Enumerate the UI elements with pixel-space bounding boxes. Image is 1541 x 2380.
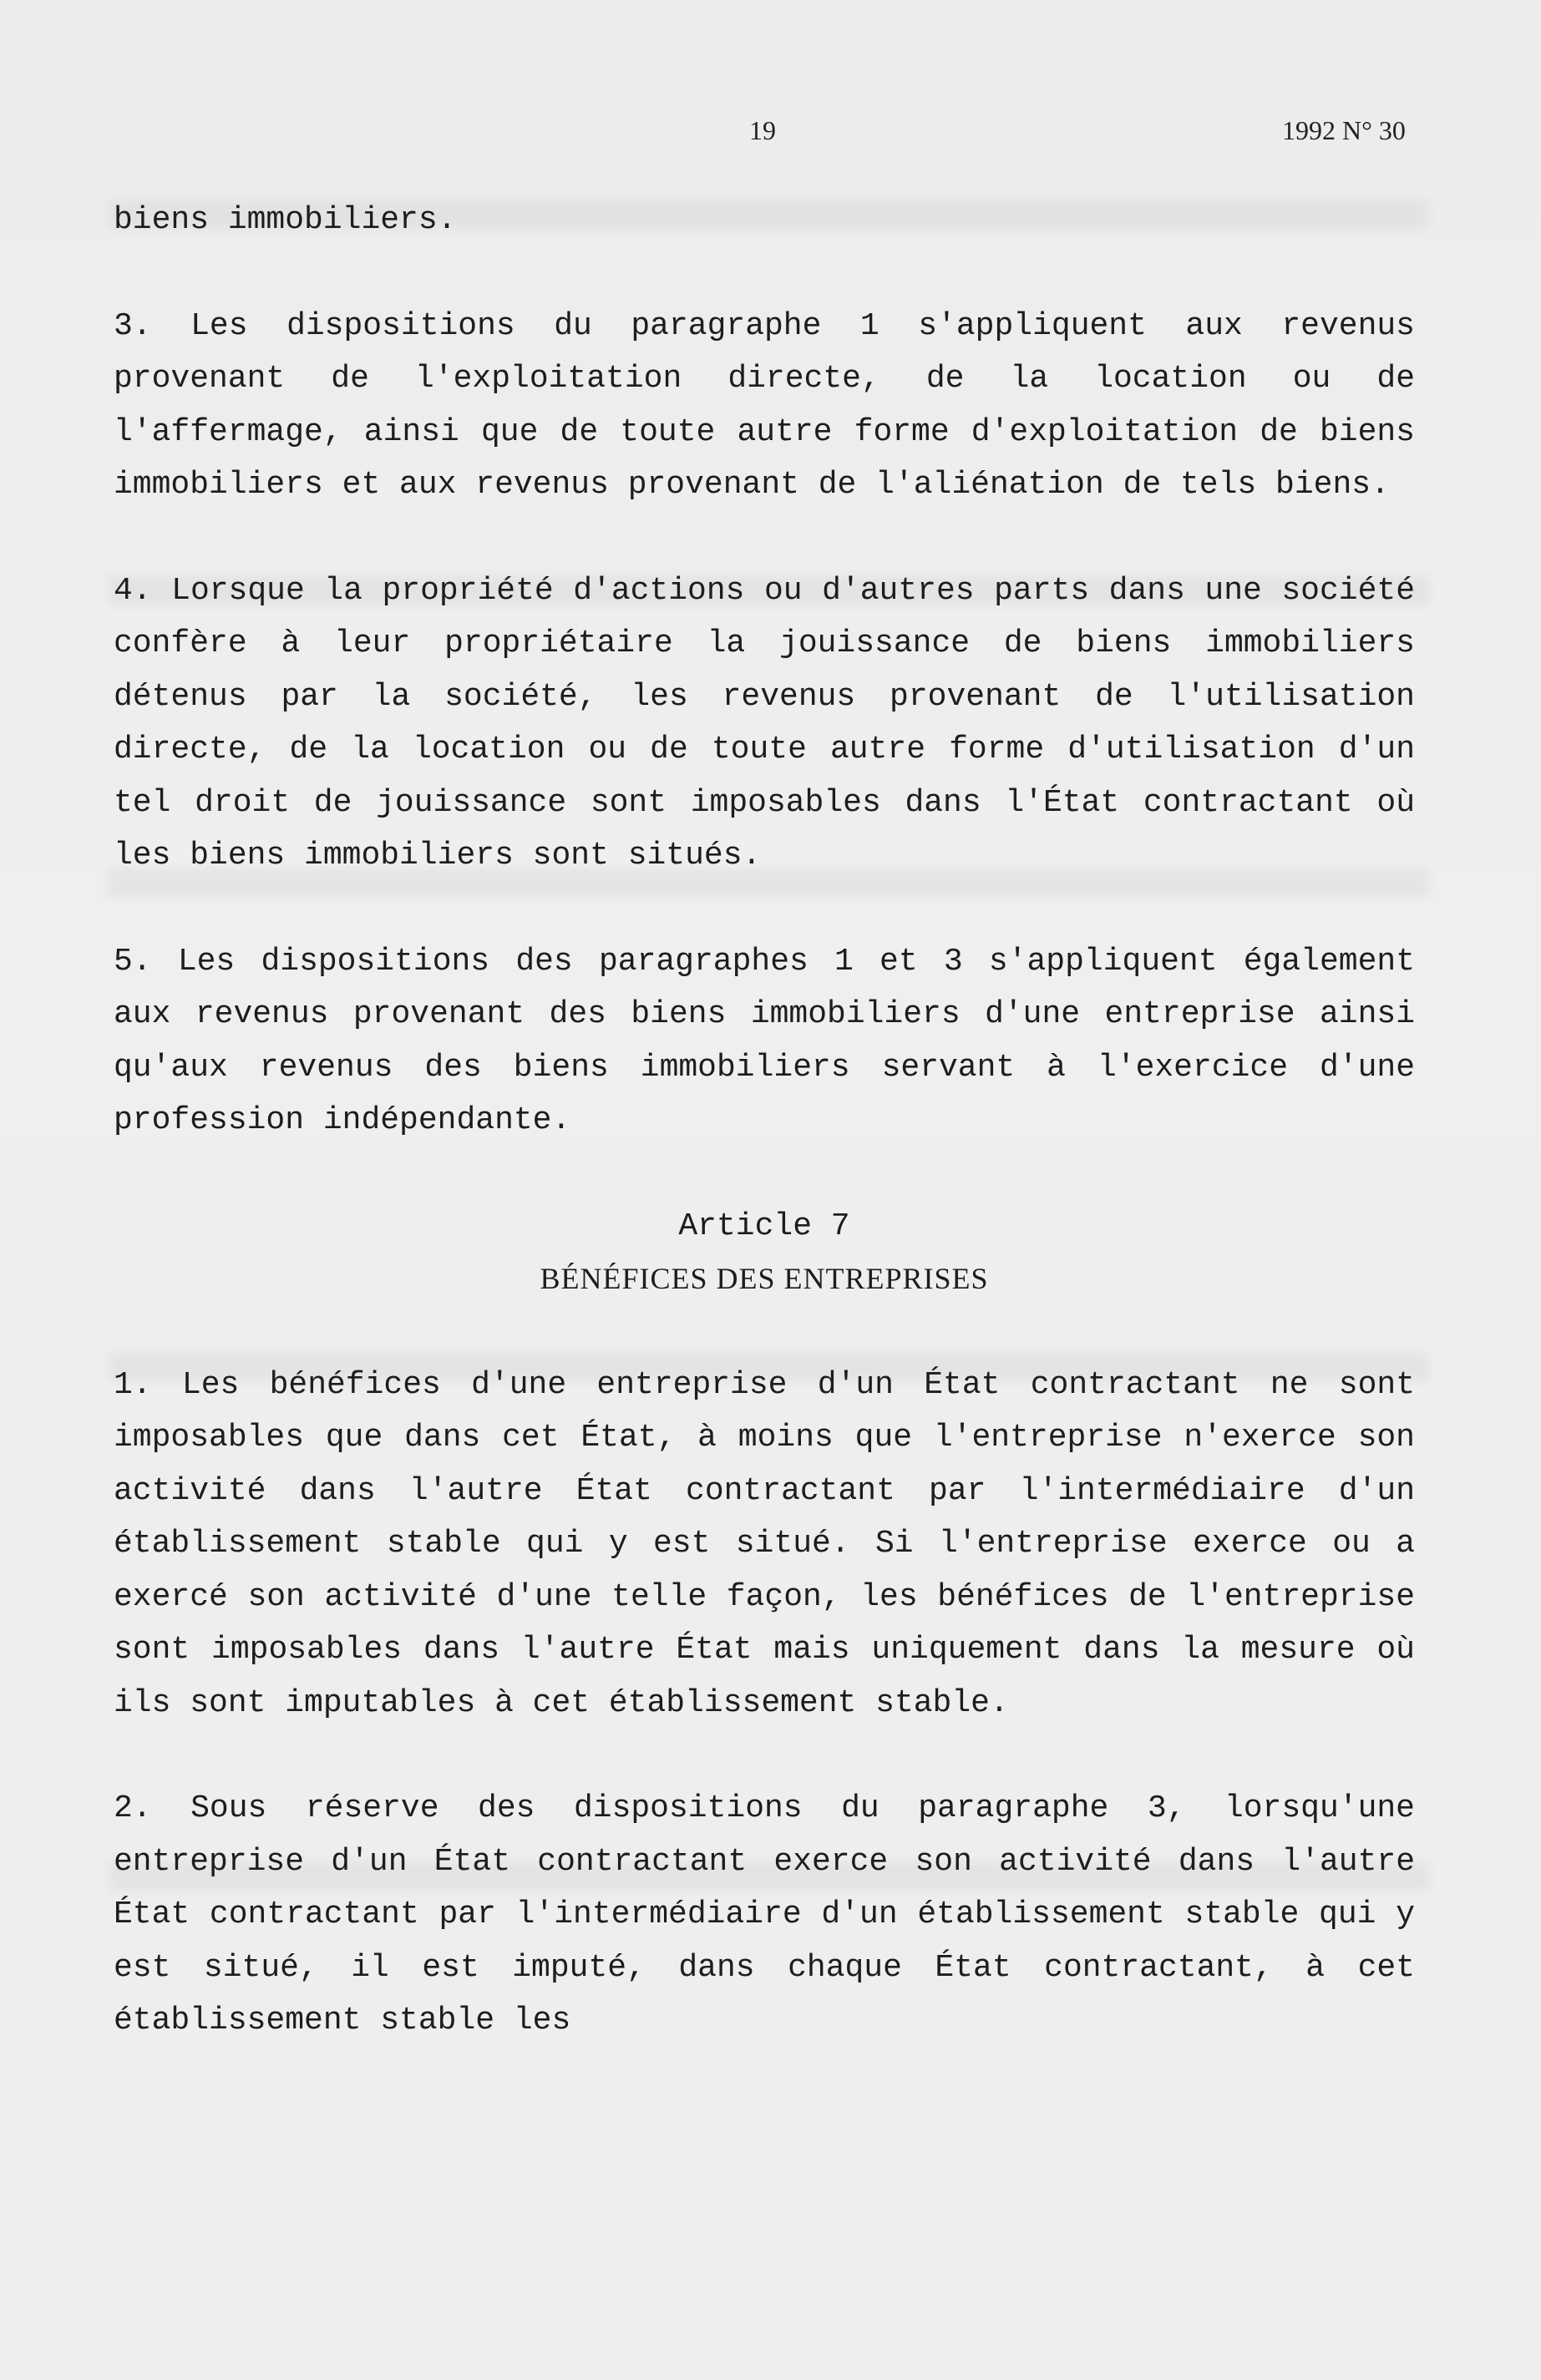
article-number: Article 7 bbox=[678, 1208, 850, 1244]
paragraph-5: 5. Les dispositions des paragraphes 1 et 3 s'appliquent également aux revenus provenant des biens immobiliers d'une entreprise ainsi qu'aux revenus des biens immobiliers servant à l'exercice d'une profession indépendante. bbox=[114, 943, 1415, 1138]
article-7-paragraph-1: 1. Les bénéfices d'une entreprise d'un État contractant ne sont imposables que dans cet État, à moins que l'entreprise n'exerce son activité dans l'autre État contractant par l'intermédiaire d'un établissement stable qui y est situé. Si l'entreprise exerce ou a exercé son activité d'une telle façon, les bénéfices de l'entreprise sont imposables dans l'autre État mais uniquement dans la mesure où ils sont imputables à cet établissement stable. bbox=[114, 1366, 1415, 1721]
paragraph-3: 3. Les dispositions du paragraphe 1 s'appliquent aux revenus provenant de l'exploitation directe, de la location ou de l'affermage, ainsi que de toute autre forme d'exploitation de biens immobiliers et aux revenus provenant de l'aliénation de tels biens. bbox=[114, 307, 1415, 503]
article-7-paragraph-2: 2. Sous réserve des dispositions du paragraphe 3, lorsqu'une entreprise d'un État contractant exerce son activité dans l'autre État contractant par l'intermédiaire d'un établissement stable qui y est situé, il est imputé, dans chaque État contractant, à cet établissement stable les bbox=[114, 1790, 1415, 2038]
page-number: 19 bbox=[749, 115, 776, 145]
continuation-line: biens immobiliers. bbox=[114, 202, 457, 238]
document-reference: 1992 N° 30 bbox=[1282, 115, 1406, 145]
document-body bbox=[114, 194, 1415, 2100]
article-title: BÉNÉFICES DES ENTREPRISES bbox=[540, 1262, 989, 1295]
paragraph-4: 4. Lorsque la propriété d'actions ou d'autres parts dans une société confère à leur propriétaire la jouissance de biens immobiliers détenus par la société, les revenus provenant de l'utilisation directe, de la location ou de toute autre forme d'utilisation d'un tel droit de jouissance sont imposables dans l'État contractant où les biens immobiliers sont situés. bbox=[114, 572, 1415, 874]
